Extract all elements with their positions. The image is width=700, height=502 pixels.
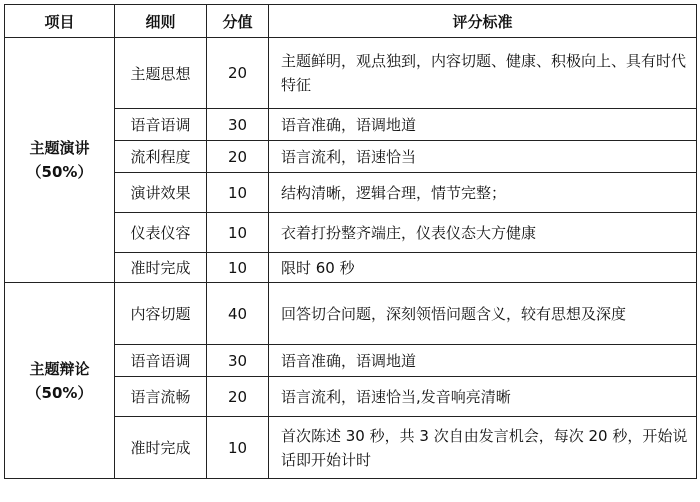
score-cell: 20 [207,141,269,173]
standard-cell: 语言流利，语速恰当 [269,141,697,173]
header-row [5,5,697,38]
score-cell: 10 [207,253,269,283]
detail-cell: 内容切题 [115,283,207,345]
scoring-table [4,4,697,479]
group-cell-debate [5,283,115,479]
standard-cell: 回答切合问题，深刻领悟问题含义，较有思想及深度 [269,283,697,345]
group-title: 主题辩论 [29,359,90,378]
standard-cell: 限时 60 秒 [269,253,697,283]
detail-cell: 演讲效果 [115,173,207,213]
score-cell: 40 [207,283,269,345]
standard-cell: 主题鲜明，观点独到，内容切题、健康、积极向上、具有时代特征 [269,38,697,109]
score-cell: 20 [207,377,269,417]
score-cell: 10 [207,417,269,479]
group-percent: （50%） [26,383,93,402]
score-cell: 30 [207,109,269,141]
standard-cell: 语言流利，语速恰当,发音响亮清晰 [269,377,697,417]
standard-cell: 首次陈述 30 秒，共 3 次自由发言机会，每次 20 秒，开始说话即开始计时 [269,417,697,479]
detail-cell: 语言流畅 [115,377,207,417]
standard-cell: 语音准确，语调地道 [269,109,697,141]
detail-cell: 仪表仪容 [115,213,207,253]
score-cell: 10 [207,173,269,213]
group-percent: （50%） [26,163,93,181]
score-cell: 10 [207,213,269,253]
group-title: 主题演讲 [29,139,90,157]
detail-cell: 流利程度 [115,141,207,173]
detail-cell: 准时完成 [115,417,207,479]
score-cell: 30 [207,345,269,377]
score-cell: 20 [207,38,269,109]
table-row [5,38,697,109]
detail-cell: 主题思想 [115,38,207,109]
header-detail: 细则 [115,5,207,38]
table-row [5,283,697,345]
standard-cell: 衣着打扮整齐端庄，仪表仪态大方健康 [269,213,697,253]
detail-cell: 语音语调 [115,109,207,141]
header-standard: 评分标准 [269,5,697,38]
standard-cell: 结构清晰，逻辑合理，情节完整； [269,173,697,213]
header-score: 分值 [207,5,269,38]
detail-cell: 语音语调 [115,345,207,377]
header-item: 项目 [5,5,115,38]
standard-cell: 语音准确，语调地道 [269,345,697,377]
detail-cell: 准时完成 [115,253,207,283]
group-cell-speech [5,38,115,283]
